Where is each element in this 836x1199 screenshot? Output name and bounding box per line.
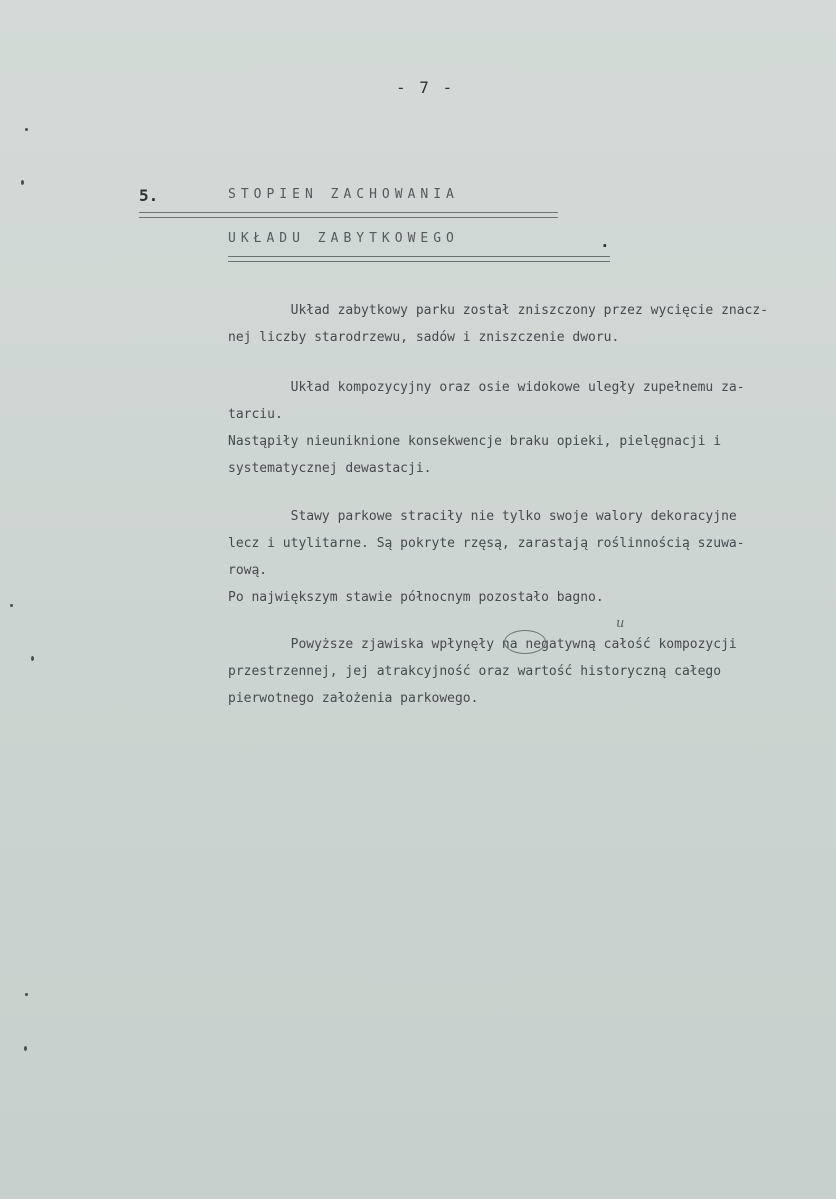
paragraph-1: Układ zabytkowy parku został zniszczony przez wycięcie znacz- nej liczby starodrzewu, sadów i zniszczenie dworu.	[228, 303, 769, 345]
paragraph-3: Stawy parkowe straciły nie tylko swoje walory dekoracyjne lecz i utylitarne. Są pokryte rzęsą, zarastają roślinnością szuwa- rową. Po największym stawie północnym pozostało bagno.	[228, 509, 745, 605]
margin-mark	[31, 656, 34, 661]
margin-mark	[25, 993, 28, 996]
section-number: 5.	[139, 186, 159, 205]
paragraph-4: Powyższe zjawiska wpłynęły na negatywną całość kompozycji przestrzennej, jej atrakcyjność oraz wartość historyczną całego pierwotnego założenia parkowego.	[228, 637, 737, 706]
section-heading-line-1: STOPIEN ZACHOWANIA	[228, 187, 459, 202]
handwritten-correction: u	[616, 616, 625, 631]
handwritten-circle-mark	[504, 630, 546, 654]
paragraph-2: Układ kompozycyjny oraz osie widokowe uległy zupełnemu za- tarciu. Nastąpiły nieuniknione konsekwencje braku opieki, pielęgnacji i systematycznej dewastacji.	[228, 380, 745, 476]
margin-mark	[24, 1046, 27, 1051]
section-heading-line-2: UKŁADU ZABYTKOWEGO	[228, 231, 459, 246]
page-number: - 7 -	[396, 78, 455, 97]
margin-mark	[21, 180, 24, 185]
margin-mark	[25, 128, 28, 131]
margin-mark	[10, 604, 13, 607]
heading-underline-2	[228, 256, 610, 262]
heading-underline-1	[139, 212, 558, 218]
heading-end-dot: .	[600, 232, 610, 251]
